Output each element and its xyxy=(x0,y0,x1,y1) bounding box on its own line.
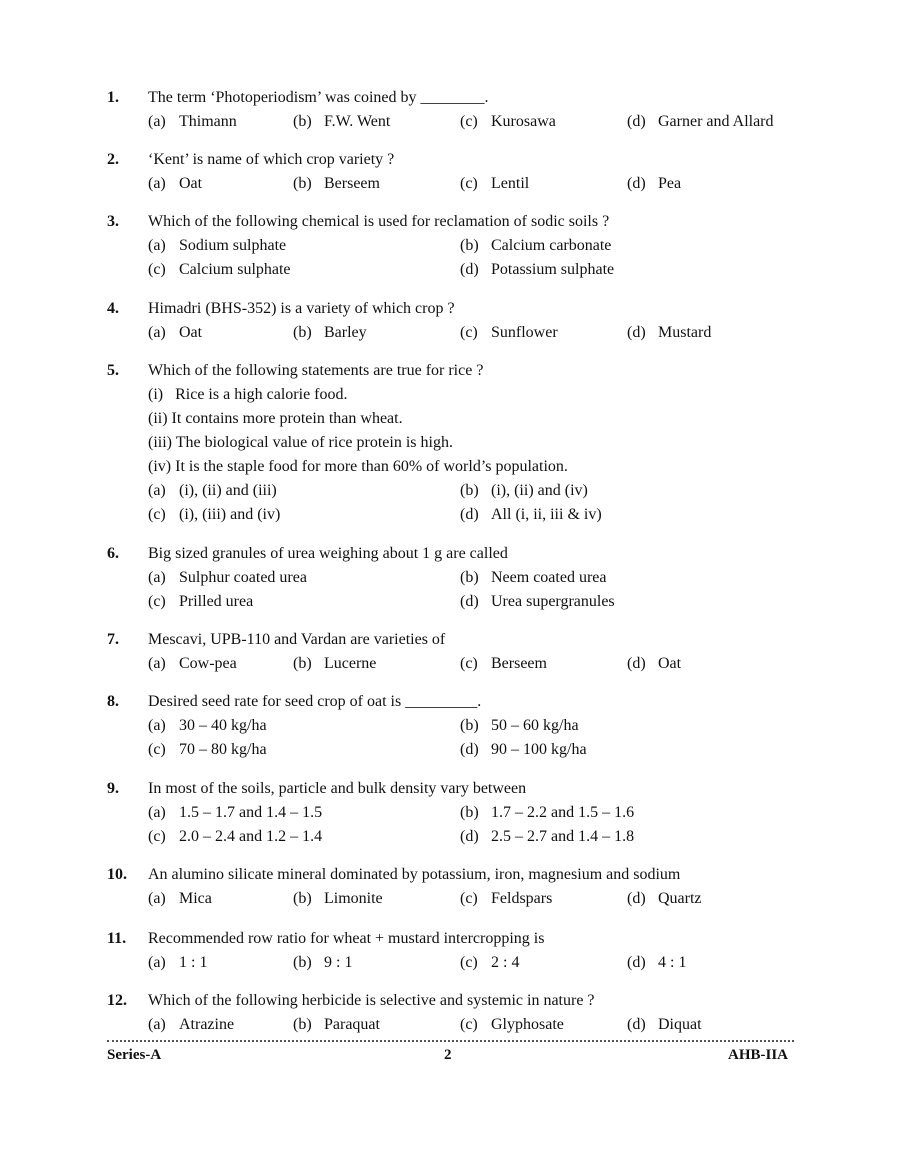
option-label: (b) xyxy=(293,890,312,907)
option-d xyxy=(460,503,602,527)
option-label: (d) xyxy=(627,655,646,672)
question-text: In most of the soils, particle and bulk density vary between xyxy=(148,780,527,797)
option-label: (a) xyxy=(148,113,166,130)
question-number: 11. xyxy=(107,930,127,947)
statement-label: (i) xyxy=(148,386,164,403)
question-text: Which of the following herbicide is selective and systemic in nature ? xyxy=(148,992,595,1009)
option-label: (a) xyxy=(148,655,166,672)
option-label: (a) xyxy=(148,569,166,586)
option-text: Cow-pea xyxy=(179,655,237,672)
option-d xyxy=(627,652,681,676)
option-d xyxy=(627,887,702,911)
option-b xyxy=(293,172,380,196)
option-label: (b) xyxy=(293,113,312,130)
option-label: (c) xyxy=(148,261,166,278)
option-label: (c) xyxy=(460,1016,478,1033)
question-text: Recommended row ratio for wheat + mustard intercropping is xyxy=(148,930,545,947)
statement-label: (iii) xyxy=(148,434,172,451)
option-label: (a) xyxy=(148,890,166,907)
option-label: (b) xyxy=(460,717,479,734)
option-text: Lentil xyxy=(491,175,530,192)
option-text: Oat xyxy=(179,324,203,341)
option-label: (a) xyxy=(148,1016,166,1033)
option-label: (d) xyxy=(460,741,479,758)
statement-text: Rice is a high calorie food. xyxy=(175,386,348,403)
question-number: 3. xyxy=(107,213,119,230)
question-number: 12. xyxy=(107,992,127,1009)
statement-text: The biological value of rice protein is high. xyxy=(175,434,453,451)
question-number: 5. xyxy=(107,362,119,379)
option-text: Sodium sulphate xyxy=(179,237,287,254)
option-label: (b) xyxy=(460,482,479,499)
option-text: Lucerne xyxy=(324,655,377,672)
option-label: (c) xyxy=(148,506,166,523)
option-label: (c) xyxy=(148,828,166,845)
statement-text: It is the staple food for more than 60% of world’s population. xyxy=(175,458,568,475)
option-text: Berseem xyxy=(324,175,380,192)
option-b xyxy=(460,714,579,738)
option-d xyxy=(460,738,587,762)
option-c xyxy=(148,825,322,849)
option-c xyxy=(460,951,519,975)
option-text: 50 – 60 kg/ha xyxy=(491,717,579,734)
option-b xyxy=(293,887,383,911)
option-d xyxy=(460,258,614,282)
option-text: 2.0 – 2.4 and 1.2 – 1.4 xyxy=(179,828,323,845)
option-c xyxy=(460,172,529,196)
option-label: (d) xyxy=(627,890,646,907)
option-a xyxy=(148,321,202,345)
option-text: Barley xyxy=(324,324,367,341)
option-text: Urea supergranules xyxy=(491,593,615,610)
option-b xyxy=(460,566,606,590)
option-text: Paraquat xyxy=(324,1016,380,1033)
option-text: Garner and Allard xyxy=(658,113,774,130)
statement-ii xyxy=(148,407,403,431)
option-text: Thimann xyxy=(179,113,237,130)
option-d xyxy=(627,321,711,345)
option-text: 1.7 – 2.2 and 1.5 – 1.6 xyxy=(491,804,635,821)
question-number: 8. xyxy=(107,693,119,710)
option-b xyxy=(460,801,634,825)
option-text: Neem coated urea xyxy=(491,569,607,586)
question-number: 1. xyxy=(107,89,119,106)
question-text: Desired seed rate for seed crop of oat is _________. xyxy=(148,693,482,710)
option-c xyxy=(148,590,253,614)
option-text: F.W. Went xyxy=(324,113,391,130)
footer-series: Series-A xyxy=(107,1047,162,1063)
option-text: 90 – 100 kg/ha xyxy=(491,741,587,758)
option-label: (d) xyxy=(627,175,646,192)
question-number: 6. xyxy=(107,545,119,562)
question-number: 2. xyxy=(107,151,119,168)
footer-code: AHB-IIA xyxy=(728,1047,789,1063)
question-text: Which of the following chemical is used for reclamation of sodic soils ? xyxy=(148,213,610,230)
option-label: (d) xyxy=(627,113,646,130)
option-a xyxy=(148,652,237,676)
option-text: 9 : 1 xyxy=(324,954,353,971)
option-label: (c) xyxy=(460,890,478,907)
question-text: The term ‘Photoperiodism’ was coined by ________. xyxy=(148,89,489,106)
option-label: (c) xyxy=(148,593,166,610)
option-label: (a) xyxy=(148,237,166,254)
option-label: (a) xyxy=(148,482,166,499)
option-text: (i), (iii) and (iv) xyxy=(179,506,281,523)
option-label: (a) xyxy=(148,954,166,971)
question-text: Which of the following statements are true for rice ? xyxy=(148,362,484,379)
option-d xyxy=(627,951,686,975)
option-text: Feldspars xyxy=(491,890,553,907)
option-c xyxy=(148,503,280,527)
option-a xyxy=(148,566,307,590)
option-text: Potassium sulphate xyxy=(491,261,615,278)
option-label: (d) xyxy=(627,954,646,971)
option-d xyxy=(460,825,634,849)
option-label: (d) xyxy=(460,261,479,278)
option-label: (c) xyxy=(148,741,166,758)
option-text: 30 – 40 kg/ha xyxy=(179,717,267,734)
option-text: All (i, ii, iii & iv) xyxy=(491,506,602,523)
option-text: Kurosawa xyxy=(491,113,556,130)
option-a xyxy=(148,110,237,134)
option-label: (a) xyxy=(148,175,166,192)
option-label: (d) xyxy=(460,593,479,610)
option-text: 1.5 – 1.7 and 1.4 – 1.5 xyxy=(179,804,323,821)
option-a xyxy=(148,479,277,503)
question-text: ‘Kent’ is name of which crop variety ? xyxy=(148,151,395,168)
option-text: Mustard xyxy=(658,324,712,341)
option-text: Sulphur coated urea xyxy=(179,569,307,586)
footer-divider xyxy=(107,1040,794,1042)
option-text: 2 : 4 xyxy=(491,954,520,971)
option-c xyxy=(148,258,291,282)
option-label: (d) xyxy=(627,1016,646,1033)
question-number: 7. xyxy=(107,631,119,648)
option-label: (d) xyxy=(627,324,646,341)
option-c xyxy=(460,1013,564,1037)
option-label: (b) xyxy=(293,655,312,672)
option-text: Prilled urea xyxy=(179,593,254,610)
option-a xyxy=(148,234,286,258)
option-label: (c) xyxy=(460,655,478,672)
option-label: (c) xyxy=(460,113,478,130)
question-text: An alumino silicate mineral dominated by potassium, iron, magnesium and sodium xyxy=(148,866,681,883)
option-label: (d) xyxy=(460,828,479,845)
option-c xyxy=(460,110,556,134)
question-text: Himadri (BHS-352) is a variety of which crop ? xyxy=(148,300,455,317)
option-label: (a) xyxy=(148,717,166,734)
option-label: (a) xyxy=(148,804,166,821)
option-label: (b) xyxy=(293,1016,312,1033)
option-a xyxy=(148,172,202,196)
option-text: Atrazine xyxy=(179,1016,235,1033)
option-text: Oat xyxy=(179,175,203,192)
question-number: 10. xyxy=(107,866,127,883)
option-text: Calcium carbonate xyxy=(491,237,612,254)
option-d xyxy=(627,172,681,196)
option-text: Sunflower xyxy=(491,324,558,341)
option-text: (i), (ii) and (iii) xyxy=(179,482,277,499)
option-d xyxy=(460,590,615,614)
option-text: 4 : 1 xyxy=(658,954,687,971)
option-b xyxy=(293,321,367,345)
page-number: 2 xyxy=(444,1047,452,1063)
option-label: (c) xyxy=(460,954,478,971)
question-text: Mescavi, UPB-110 and Vardan are varieties of xyxy=(148,631,446,648)
option-text: Glyphosate xyxy=(491,1016,564,1033)
option-b xyxy=(460,479,588,503)
option-text: Oat xyxy=(658,655,682,672)
option-c xyxy=(460,652,547,676)
option-c xyxy=(460,887,552,911)
option-label: (b) xyxy=(460,237,479,254)
statement-text: It contains more protein than wheat. xyxy=(171,410,403,427)
option-label: (c) xyxy=(460,324,478,341)
statement-label: (iv) xyxy=(148,458,172,475)
option-b xyxy=(293,951,352,975)
option-a xyxy=(148,714,267,738)
statement-i xyxy=(148,383,348,407)
option-label: (b) xyxy=(460,569,479,586)
option-b xyxy=(293,110,390,134)
option-b xyxy=(460,234,611,258)
option-label: (b) xyxy=(293,324,312,341)
option-text: Mica xyxy=(179,890,212,907)
option-a xyxy=(148,801,322,825)
option-d xyxy=(627,110,774,134)
option-label: (b) xyxy=(460,804,479,821)
statement-label: (ii) xyxy=(148,410,168,427)
option-b xyxy=(293,1013,380,1037)
option-b xyxy=(293,652,376,676)
option-text: Berseem xyxy=(491,655,547,672)
question-text: Big sized granules of urea weighing about 1 g are called xyxy=(148,545,508,562)
option-a xyxy=(148,887,212,911)
option-label: (b) xyxy=(293,175,312,192)
option-c xyxy=(148,738,267,762)
option-text: 2.5 – 2.7 and 1.4 – 1.8 xyxy=(491,828,635,845)
option-label: (a) xyxy=(148,324,166,341)
option-text: Quartz xyxy=(658,890,702,907)
option-a xyxy=(148,1013,234,1037)
option-text: Pea xyxy=(658,175,682,192)
option-text: 1 : 1 xyxy=(179,954,208,971)
option-text: (i), (ii) and (iv) xyxy=(491,482,588,499)
question-number: 9. xyxy=(107,780,119,797)
option-text: Diquat xyxy=(658,1016,702,1033)
option-text: 70 – 80 kg/ha xyxy=(179,741,267,758)
option-text: Limonite xyxy=(324,890,383,907)
option-text: Calcium sulphate xyxy=(179,261,291,278)
option-d xyxy=(627,1013,702,1037)
option-c xyxy=(460,321,558,345)
option-a xyxy=(148,951,207,975)
statement-iii xyxy=(148,431,453,455)
option-label: (d) xyxy=(460,506,479,523)
statement-iv xyxy=(148,455,568,479)
option-label: (c) xyxy=(460,175,478,192)
option-label: (b) xyxy=(293,954,312,971)
question-number: 4. xyxy=(107,300,119,317)
